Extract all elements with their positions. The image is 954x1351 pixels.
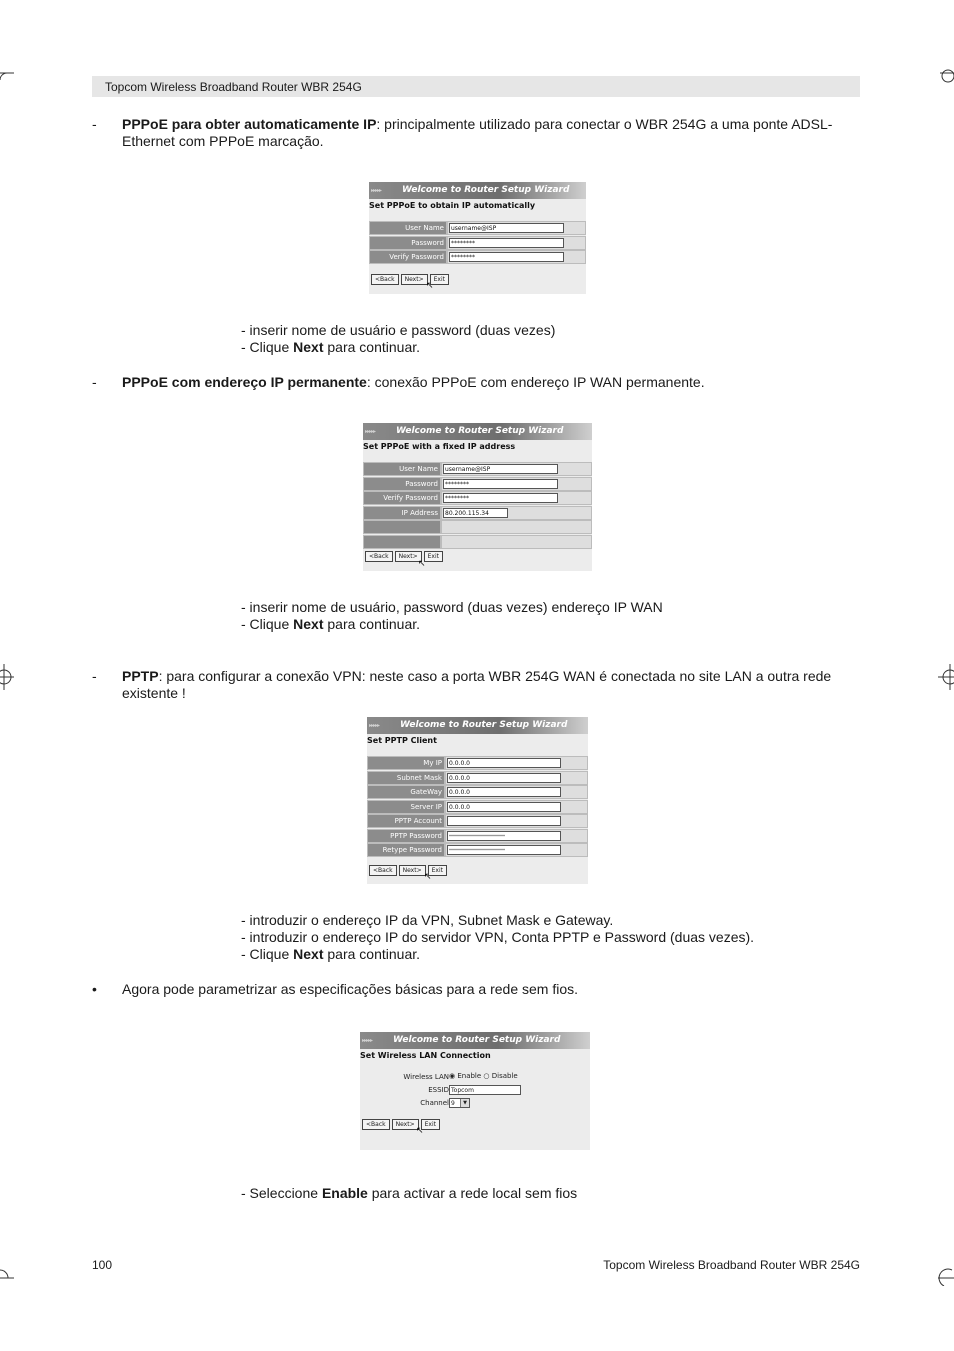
wizard-title-bar bbox=[360, 1032, 590, 1049]
wireless-lan-row bbox=[360, 1071, 590, 1084]
form-row bbox=[367, 814, 588, 828]
arrows-icon: ▸▸▸▸▸ bbox=[369, 722, 380, 729]
section-wireless bbox=[122, 981, 852, 998]
instruction-line: - Seleccione Enable para activar a rede local sem fios bbox=[241, 1185, 578, 1201]
wizard-subtitle: Set PPPoE to obtain IP automatically bbox=[369, 201, 536, 210]
field-label: Password bbox=[369, 236, 447, 250]
essid-input[interactable]: Topcom bbox=[449, 1085, 521, 1095]
page-header bbox=[92, 76, 860, 97]
field-label: My IP bbox=[367, 756, 445, 770]
wizard-title: Welcome to Router Setup Wizard bbox=[393, 1035, 561, 1045]
next-button[interactable]: Next> bbox=[401, 274, 428, 285]
arrows-icon: ▸▸▸▸▸ bbox=[371, 187, 382, 194]
section-text: : conexão PPPoE com endereço IP WAN permanente. bbox=[366, 374, 705, 390]
exit-button[interactable]: Exit bbox=[430, 274, 449, 285]
cursor-icon: ↖ bbox=[424, 872, 432, 882]
essid-row bbox=[360, 1084, 590, 1097]
form-row bbox=[369, 221, 586, 235]
screenshot-pppoe-fixed bbox=[363, 423, 592, 571]
form-row bbox=[363, 506, 592, 520]
verify-password-input[interactable]: ******** bbox=[443, 493, 558, 503]
section-text: Agora pode parametrizar as especificações básicas para a rede sem fios. bbox=[122, 981, 579, 997]
wizard-title-bar bbox=[363, 423, 592, 440]
retype-password-input[interactable]: **************************** bbox=[447, 845, 561, 855]
channel-row bbox=[360, 1097, 590, 1110]
instructions-4 bbox=[241, 1185, 577, 1202]
bullet-3: - bbox=[92, 668, 97, 684]
user-name-input[interactable]: username@ISP bbox=[443, 464, 558, 474]
wizard-title: Welcome to Router Setup Wizard bbox=[396, 426, 564, 436]
next-button[interactable]: Next> bbox=[392, 1119, 419, 1130]
form-row bbox=[363, 477, 592, 491]
back-button[interactable]: <Back bbox=[369, 865, 397, 876]
section-title: PPPoE com endereço IP permanente bbox=[122, 374, 367, 390]
next-button[interactable]: Next> bbox=[399, 865, 426, 876]
field-label: Password bbox=[363, 477, 441, 491]
form-row bbox=[367, 785, 588, 799]
bullet-2: - bbox=[92, 374, 97, 390]
pptp-password-input[interactable]: **************************** bbox=[447, 831, 561, 841]
field-label: PPTP Password bbox=[367, 829, 445, 843]
crop-mark-mid-right bbox=[938, 664, 954, 690]
bullet-1: - bbox=[92, 116, 97, 132]
wizard-subtitle: Set PPPoE with a fixed IP address bbox=[363, 442, 516, 451]
cursor-icon: ↖ bbox=[426, 281, 434, 291]
enable-label: Enable bbox=[457, 1072, 482, 1080]
wizard-title: Welcome to Router Setup Wizard bbox=[400, 720, 568, 730]
footer-title: Topcom Wireless Broadband Router WBR 254G bbox=[603, 1258, 860, 1272]
section-title: PPPoE para obter automaticamente IP bbox=[122, 116, 377, 132]
user-name-input[interactable]: username@ISP bbox=[449, 223, 564, 233]
arrows-icon: ▸▸▸▸▸ bbox=[362, 1037, 373, 1044]
instruction-line: - Clique Next para continuar. bbox=[241, 616, 421, 632]
section-pppoe-auto bbox=[122, 116, 852, 150]
disable-radio[interactable]: ○ bbox=[483, 1072, 490, 1080]
crop-mark-top-right bbox=[938, 64, 954, 86]
wizard-subtitle: Set PPTP Client bbox=[367, 736, 437, 745]
field-label: PPTP Account bbox=[367, 814, 445, 828]
verify-password-input[interactable]: ******** bbox=[449, 252, 564, 262]
server-ip-input[interactable]: 0.0.0.0 bbox=[447, 802, 561, 812]
instruction-line: - inserir nome de usuário, password (duas vezes) endereço IP WAN bbox=[241, 599, 663, 615]
field-label: IP Address bbox=[363, 506, 441, 520]
instructions-1 bbox=[241, 322, 555, 356]
crop-mark-bottom-left bbox=[0, 1266, 14, 1286]
instructions-3 bbox=[241, 912, 754, 963]
channel-select[interactable]: 9 ▼ bbox=[449, 1098, 470, 1108]
exit-button[interactable]: Exit bbox=[428, 865, 447, 876]
subnet-mask-input[interactable]: 0.0.0.0 bbox=[447, 773, 561, 783]
form-row bbox=[369, 236, 586, 250]
instruction-line: - introduzir o endereço IP da VPN, Subnet Mask e Gateway. bbox=[241, 912, 614, 928]
gateway-input[interactable]: 0.0.0.0 bbox=[447, 787, 561, 797]
pptp-account-input[interactable] bbox=[447, 816, 561, 826]
crop-mark-top-left bbox=[0, 64, 14, 86]
disable-label: Disable bbox=[491, 1072, 518, 1080]
form-row bbox=[367, 829, 588, 843]
section-text: : para configurar a conexão VPN: neste caso a porta WBR 254G WAN é conectada no site LAN a outra rede existente ! bbox=[122, 668, 832, 701]
form-row-empty bbox=[363, 535, 592, 549]
cursor-icon: ↖ bbox=[416, 1126, 424, 1136]
section-title: PPTP bbox=[122, 668, 159, 684]
field-label: Subnet Mask bbox=[367, 771, 445, 785]
back-button[interactable]: <Back bbox=[362, 1119, 390, 1130]
exit-button[interactable]: Exit bbox=[421, 1119, 440, 1130]
instruction-line: - Clique Next para continuar. bbox=[241, 339, 421, 355]
wizard-title-bar bbox=[369, 182, 586, 199]
back-button[interactable]: <Back bbox=[365, 551, 393, 562]
form-row bbox=[367, 843, 588, 857]
form-row bbox=[363, 491, 592, 505]
my-ip-input[interactable]: 0.0.0.0 bbox=[447, 758, 561, 768]
screenshot-pppoe-auto bbox=[369, 182, 586, 294]
back-button[interactable]: <Back bbox=[371, 274, 399, 285]
cursor-icon: ↖ bbox=[418, 559, 426, 569]
chevron-down-icon: ▼ bbox=[460, 1099, 469, 1107]
form-row-empty bbox=[363, 520, 592, 534]
form-row bbox=[367, 756, 588, 770]
instruction-line: - introduzir o endereço IP do servidor VPN, Conta PPTP e Password (duas vezes). bbox=[241, 929, 755, 945]
field-label: Server IP bbox=[367, 800, 445, 814]
password-input[interactable]: ******** bbox=[443, 479, 558, 489]
instruction-line: - inserir nome de usuário e password (duas vezes) bbox=[241, 322, 556, 338]
wireless-lan-label: Wireless LAN bbox=[403, 1073, 449, 1081]
field-label: Verify Password bbox=[369, 250, 447, 264]
screenshot-pptp bbox=[367, 717, 588, 884]
header-title: Topcom Wireless Broadband Router WBR 254G bbox=[105, 80, 362, 94]
section-pppoe-fixed bbox=[122, 374, 852, 391]
section-pptp bbox=[122, 668, 852, 702]
crop-mark-mid-left bbox=[0, 664, 14, 690]
field-label: GateWay bbox=[367, 785, 445, 799]
ip-address-input[interactable]: 80.200.115.34 bbox=[443, 508, 508, 518]
screenshot-wireless bbox=[360, 1032, 590, 1150]
wizard-subtitle: Set Wireless LAN Connection bbox=[360, 1051, 491, 1060]
page-number: 100 bbox=[92, 1258, 113, 1272]
instructions-2 bbox=[241, 599, 663, 633]
form-row bbox=[367, 800, 588, 814]
essid-label: ESSID bbox=[428, 1086, 449, 1094]
next-button[interactable]: Next> bbox=[395, 551, 422, 562]
field-label: User Name bbox=[369, 221, 447, 235]
channel-label: Channel bbox=[420, 1099, 449, 1107]
crop-mark-bottom-right bbox=[938, 1266, 954, 1286]
exit-button[interactable]: Exit bbox=[424, 551, 443, 562]
password-input[interactable]: ******** bbox=[449, 238, 564, 248]
field-label: Verify Password bbox=[363, 491, 441, 505]
section-text: : principalmente utilizado para conectar o WBR 254G a uma ponte ADSL-Ethernet com PPPoE marcação. bbox=[122, 116, 833, 149]
form-row bbox=[367, 771, 588, 785]
wizard-title: Welcome to Router Setup Wizard bbox=[402, 185, 570, 195]
bullet-4: • bbox=[92, 981, 97, 997]
form-row bbox=[363, 462, 592, 476]
field-label: User Name bbox=[363, 462, 441, 476]
form-row bbox=[369, 250, 586, 264]
field-label: Retype Password bbox=[367, 843, 445, 857]
arrows-icon: ▸▸▸▸▸ bbox=[365, 428, 376, 435]
enable-radio[interactable]: ◉ bbox=[449, 1072, 456, 1080]
instruction-line: - Clique Next para continuar. bbox=[241, 946, 421, 962]
wizard-title-bar bbox=[367, 717, 588, 734]
